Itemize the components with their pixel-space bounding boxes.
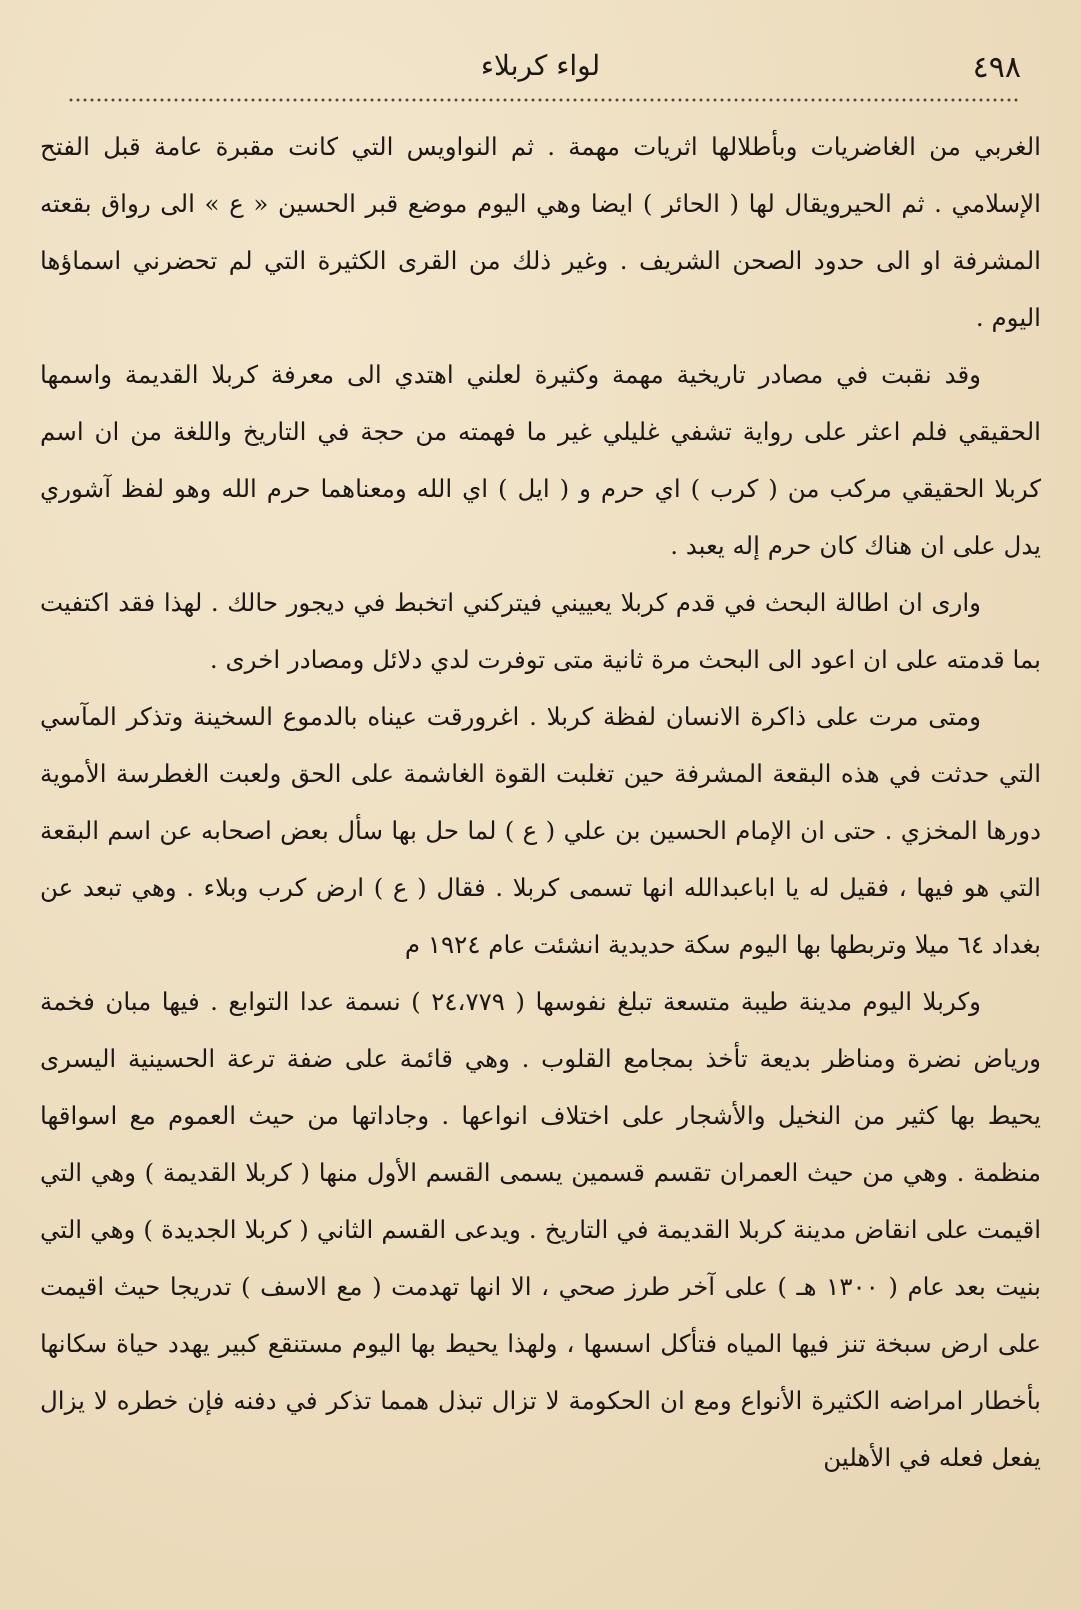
paragraph: وقد نقبت في مصادر تاريخية مهمة وكثيرة لعلني اهتدي الى معرفة كربلا القديمة واسمها الحقيقي فلم اعثر على رواية تشفي غليلي غير ما فهمته من حجة في التاريخ واللغة من ان اسم كربلا الحقيقي مركب من ( كرب ) اي حرم و ( ايل ) اي الله ومعناهما حرم الله وهو لفظ آشوري يدل على ان هناك كان حرم إله يعبد .	[40, 360, 1041, 560]
header-rule	[68, 96, 1021, 104]
paragraph: الغربي من الغاضريات وبأطلالها اثريات مهمة . ثم النواويس التي كانت مقبرة عامة قبل الفتح الإسلامي . ثم الحيرويقال لها ( الحائر ) ايضا وهي اليوم موضع قبر الحسين « ع » الى رواق بقعته المشرفة او الى حدود الصحن الشريف . وغير ذلك من القرى الكثيرة التي لم تحضرني اسماؤها اليوم .	[40, 132, 1041, 332]
paragraph: وارى ان اطالة البحث في قدم كربلا يعييني فيتركني اتخبط في ديجور حالك . لهذا فقد اكتفيت بما قدمته على ان اعود الى البحث مرة ثانية متى توفرت لدي دلائل ومصادر اخرى .	[40, 588, 1041, 674]
paragraph: ومتى مرت على ذاكرة الانسان لفظة كربلا . اغرورقت عيناه بالدموع السخينة وتذكر المآسي التي حدثت في هذه البقعة المشرفة حين تغلبت القوة الغاشمة على الحق ولعبت الغطرسة الأموية دورها المخزي . حتى ان الإمام الحسين بن علي ( ع ) لما حل بها سأل بعض اصحابه عن اسم البقعة التي هو فيها ، فقيل له يا اباعبدالله انها تسمى كربلا . فقال ( ع ) ارض كرب وبلاء . وهي تبعد عن بغداد ٦٤ ميلا وتربطها بها اليوم سكة حديدية انشئت عام ١٩٢٤ م	[40, 702, 1041, 959]
page-header	[60, 40, 1021, 90]
body-text	[40, 118, 1041, 1580]
running-title: لواء كربلاء	[480, 48, 601, 82]
paragraph: وكربلا اليوم مدينة طيبة متسعة تبلغ نفوسها ( ٢٤،٧٧٩ ) نسمة عدا التوابع . فيها مبان فخمة ورياض نضرة ومناظر بديعة تأخذ بمجامع القلوب . وهي قائمة على ضفة ترعة الحسينية اليسرى يحيط بها كثير من النخيل والأشجار على اختلاف انواعها . وجاداتها من حيث العموم مع اسواقها منظمة . وهي من حيث العمران تقسم قسمين يسمى القسم الأول منها ( كربلا القديمة ) وهي التي اقيمت على انقاض مدينة كربلا القديمة في التاريخ . ويدعى القسم الثاني ( كربلا الجديدة ) وهي التي بنيت بعد عام ( ١٣٠٠ هـ ) على آخر طرز صحي ، الا انها تهدمت ( مع الاسف ) تدريجا حيث اقيمت على ارض سبخة تنز فيها المياه فتأكل اسسها ، ولهذا يحيط بها اليوم مستنقع كبير يهدد حياة سكانها بأخطار امراضه الكثيرة الأنواع ومع ان الحكومة لا تزال تبذل همما تذكر في دفنه فإن خطره لا يزال يفعل فعله في الأهلين	[40, 987, 1041, 1472]
page-number: ٤٩٨	[972, 50, 1021, 85]
